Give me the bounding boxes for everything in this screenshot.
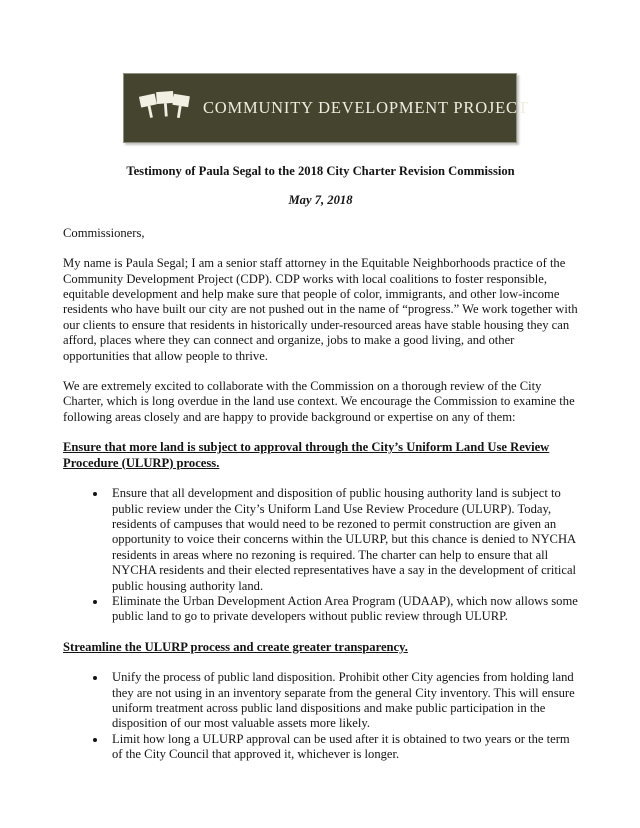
logo-banner <box>123 73 529 143</box>
salutation: Commissioners, <box>63 225 145 240</box>
section-heading-ulurp-approval: Ensure that more land is subject to approval through the City’s Uniform Land Use Review Procedure (ULURP) process. <box>63 440 550 470</box>
document-title: Testimony of Paula Segal to the 2018 City Charter Revision Commission <box>126 164 515 178</box>
bullet-list-ulurp-approval <box>63 486 578 625</box>
bullet-item: • Ensure that all development and disposition of public housing authority land is subject to public review under the City’s Uniform Land Use Review Procedure (ULURP). Today, residents of campuses that would need to be rezoned to permit construction are given an opportunity to voice their concerns within the ULURP, but this chance is denied to NYCHA residents in areas where no rezoning is required. The charter can help to ensure that all NYCHA residents and their elected representatives have a say in the development of critical public housing authority land. <box>107 486 578 594</box>
bullet-list-streamline <box>63 670 578 762</box>
logo-text: COMMUNITY DEVELOPMENT PROJECT <box>203 98 529 117</box>
bullet-item: • Eliminate the Urban Development Action Area Program (UDAAP), which now allows some public land to go to private developers without public review through ULURP. <box>107 594 578 625</box>
section-heading-streamline: Streamline the ULURP process and create greater transparency. <box>63 639 408 654</box>
collaboration-paragraph: We are extremely excited to collaborate with the Commission on a thorough review of the City Charter, which is long overdue in the land use context. We encourage the Commission to examine the following areas closely and are happy to provide background or expertise on any of them: <box>63 379 575 424</box>
document-date: May 7, 2018 <box>288 193 353 208</box>
picket-signs-icon <box>139 87 191 129</box>
bullet-item: • Unify the process of public land disposition. Prohibit other City agencies from holding land they are not using in an inventory separate from the general City inventory. This will ensure uniform treatment across public land dispositions and make public participation in the disposition of our most valuable assets more likely. <box>107 670 578 732</box>
intro-paragraph: My name is Paula Segal; I am a senior staff attorney in the Equitable Neighborhoods practice of the Community Development Project (CDP). CDP works with local coalitions to foster responsible, equitable development and help make sure that people of color, immigrants, and other low-income residents who have built our city are not pushed out in the name of “progress.” We work together with our clients to ensure that residents in historically under-resourced areas have stable housing they can afford, places where they can connect and organize, jobs to make a good living, and other opportunities that allow people to thrive. <box>63 256 578 363</box>
bullet-item: • Limit how long a ULURP approval can be used after it is obtained to two years or the term of the City Council that approved it, whichever is longer. <box>107 732 578 763</box>
document-body <box>63 164 578 763</box>
